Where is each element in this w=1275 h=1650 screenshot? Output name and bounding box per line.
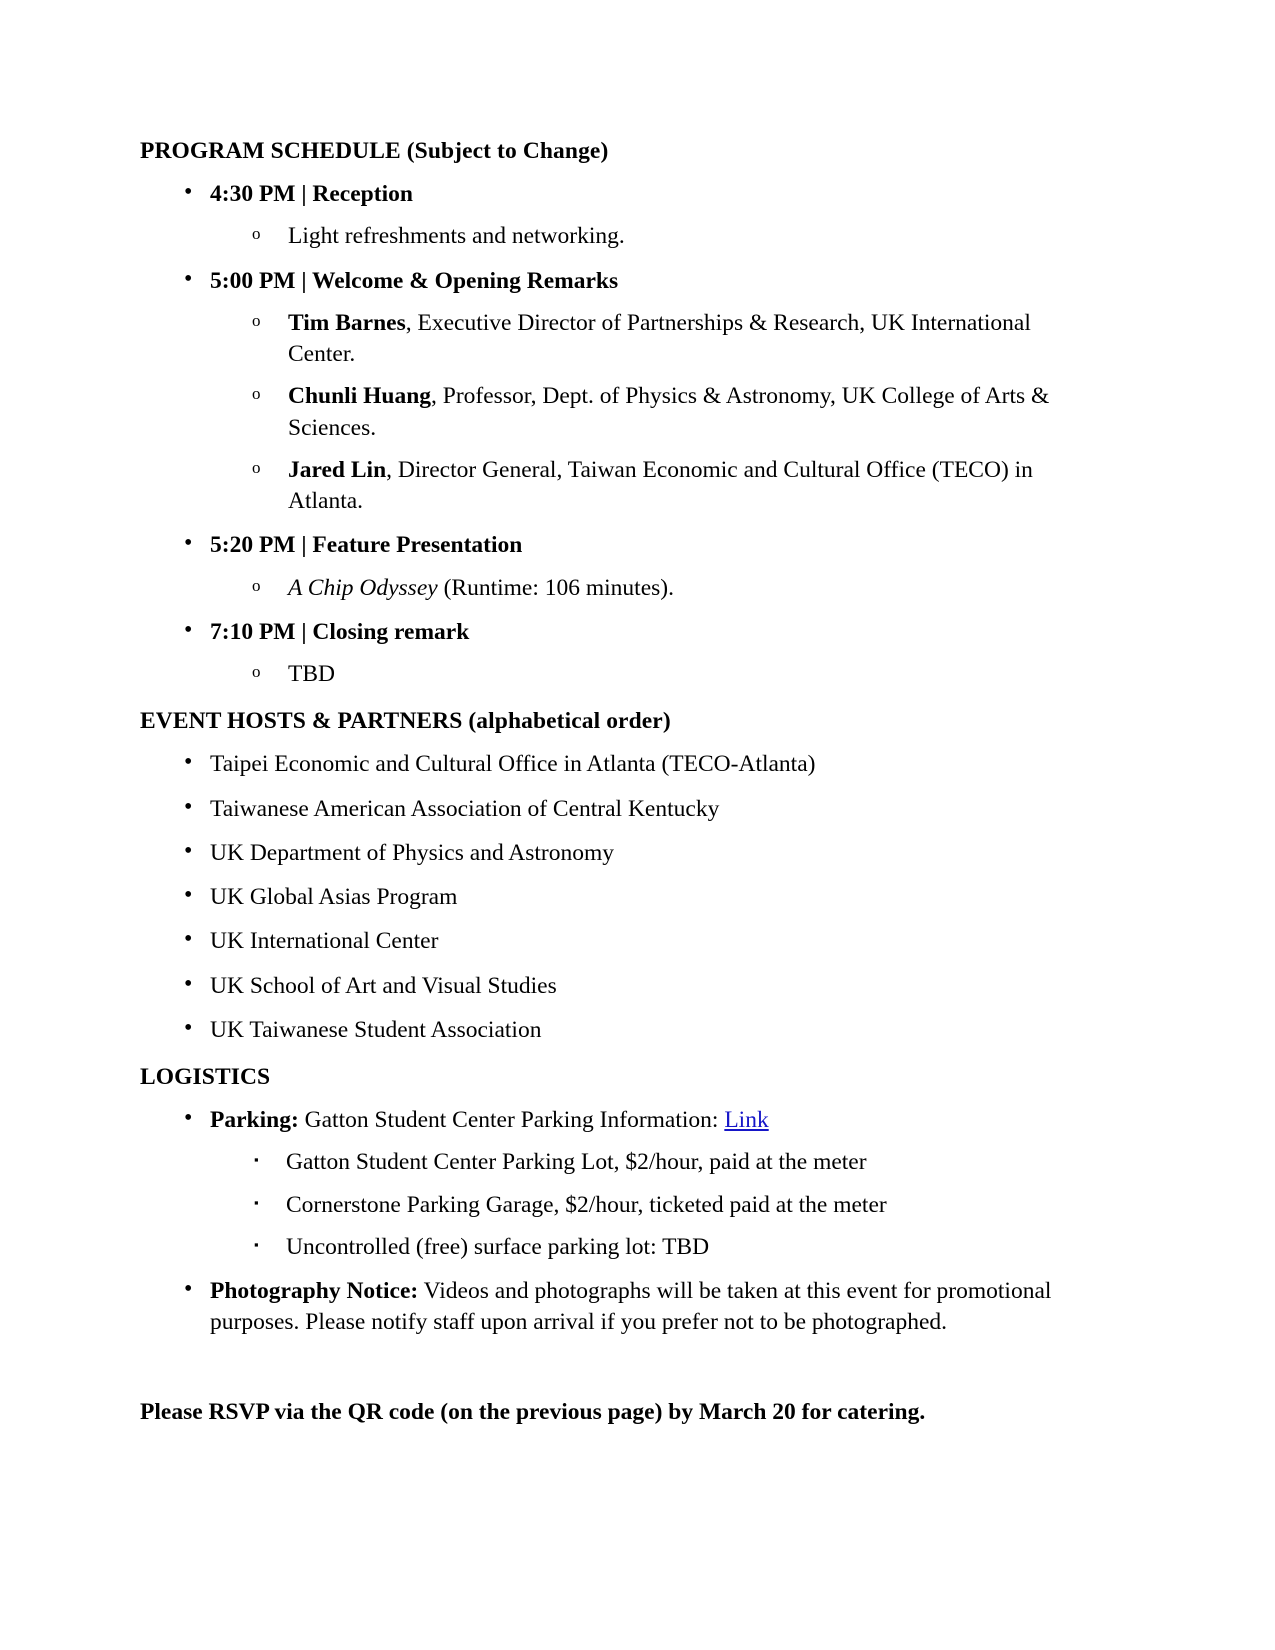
- film-title: A Chip Odyssey: [288, 574, 438, 601]
- speaker-name: Tim Barnes: [288, 309, 406, 336]
- parking-info-link[interactable]: Link: [724, 1107, 769, 1134]
- parking-sub-text: Uncontrolled (free) surface parking lot: TBD: [286, 1233, 710, 1260]
- document-content: [140, 136, 1100, 1451]
- schedule-item: [140, 530, 1100, 604]
- schedule-detail-list: [210, 573, 1100, 604]
- parking-label: Parking:: [210, 1107, 299, 1134]
- program-schedule-heading: PROGRAM SCHEDULE (Subject to Change): [140, 138, 609, 164]
- photography-text: Videos and photographs will be taken at this event for promotional purposes. Please notify staff upon arrival if you prefer not to be photographed.: [210, 1278, 1052, 1336]
- parking-sub-list: [210, 1147, 1100, 1263]
- speaker-title: , Executive Director of Partnerships & Research, UK International Center.: [288, 309, 1031, 368]
- logistics-heading: LOGISTICS: [140, 1064, 271, 1091]
- schedule-detail-text: Light refreshments and networking.: [288, 223, 625, 250]
- schedule-detail-list: [210, 659, 1100, 690]
- schedule-detail: [210, 573, 1100, 604]
- host-item: [140, 794, 1100, 825]
- host-name: UK School of Art and Visual Studies: [210, 972, 557, 999]
- photography-item: [140, 1276, 1100, 1339]
- event-hosts-list: [140, 749, 1100, 1046]
- host-item: [140, 1015, 1100, 1046]
- parking-sub-text: Gatton Student Center Parking Lot, $2/hour, paid at the meter: [286, 1149, 867, 1176]
- speaker-name: Jared Lin: [288, 456, 387, 483]
- host-item: [140, 971, 1100, 1002]
- host-name: Taipei Economic and Cultural Office in Atlanta (TECO-Atlanta): [210, 751, 816, 778]
- schedule-time-label: 5:20 PM | Feature Presentation: [210, 532, 523, 559]
- host-name: UK Taiwanese Student Association: [210, 1016, 542, 1043]
- parking-item: [140, 1105, 1100, 1263]
- speaker-title: , Professor, Dept. of Physics & Astronomy, UK College of Arts & Sciences.: [288, 383, 1050, 441]
- photography-label: Photography Notice:: [210, 1278, 419, 1305]
- schedule-detail: [210, 308, 1100, 371]
- schedule-detail: [210, 659, 1100, 690]
- parking-sub-item: [210, 1147, 1100, 1178]
- schedule-detail-text: TBD: [288, 661, 335, 688]
- host-item: [140, 749, 1100, 780]
- event-hosts-heading: EVENT HOSTS & PARTNERS (alphabetical order): [140, 708, 671, 735]
- parking-sub-text: Cornerstone Parking Garage, $2/hour, ticketed paid at the meter: [286, 1191, 887, 1218]
- schedule-item: [140, 617, 1100, 691]
- schedule-detail-list: [210, 221, 1100, 252]
- host-name: Taiwanese American Association of Central Kentucky: [210, 795, 720, 822]
- host-name: UK Global Asias Program: [210, 884, 458, 911]
- logistics-list: [140, 1105, 1100, 1339]
- schedule-time-label: 5:00 PM | Welcome & Opening Remarks: [210, 267, 619, 294]
- parking-sub-item: [210, 1190, 1100, 1221]
- schedule-detail-list: [210, 308, 1100, 518]
- schedule-detail: [210, 221, 1100, 252]
- program-schedule-list: [140, 179, 1100, 690]
- host-item: [140, 838, 1100, 869]
- host-item: [140, 926, 1100, 957]
- film-runtime: (Runtime: 106 minutes).: [437, 574, 674, 601]
- speaker-title: , Director General, Taiwan Economic and Cultural Office (TECO) in Atlanta.: [288, 456, 1033, 515]
- host-name: UK Department of Physics and Astronomy: [210, 839, 615, 866]
- parking-sub-item: [210, 1232, 1100, 1263]
- schedule-detail: [210, 455, 1100, 518]
- host-name: UK International Center: [210, 928, 439, 955]
- parking-text: Gatton Student Center Parking Information:: [298, 1107, 725, 1134]
- speaker-name: Chunli Huang: [288, 383, 432, 410]
- host-item: [140, 882, 1100, 913]
- schedule-detail: [210, 381, 1100, 444]
- rsvp-note: Please RSVP via the QR code (on the previous page) by March 20 for catering.: [140, 1398, 926, 1425]
- schedule-item: [140, 266, 1100, 518]
- schedule-time-label: 7:10 PM | Closing remark: [210, 618, 470, 645]
- schedule-time-label: 4:30 PM | Reception: [210, 181, 413, 208]
- schedule-item: [140, 179, 1100, 253]
